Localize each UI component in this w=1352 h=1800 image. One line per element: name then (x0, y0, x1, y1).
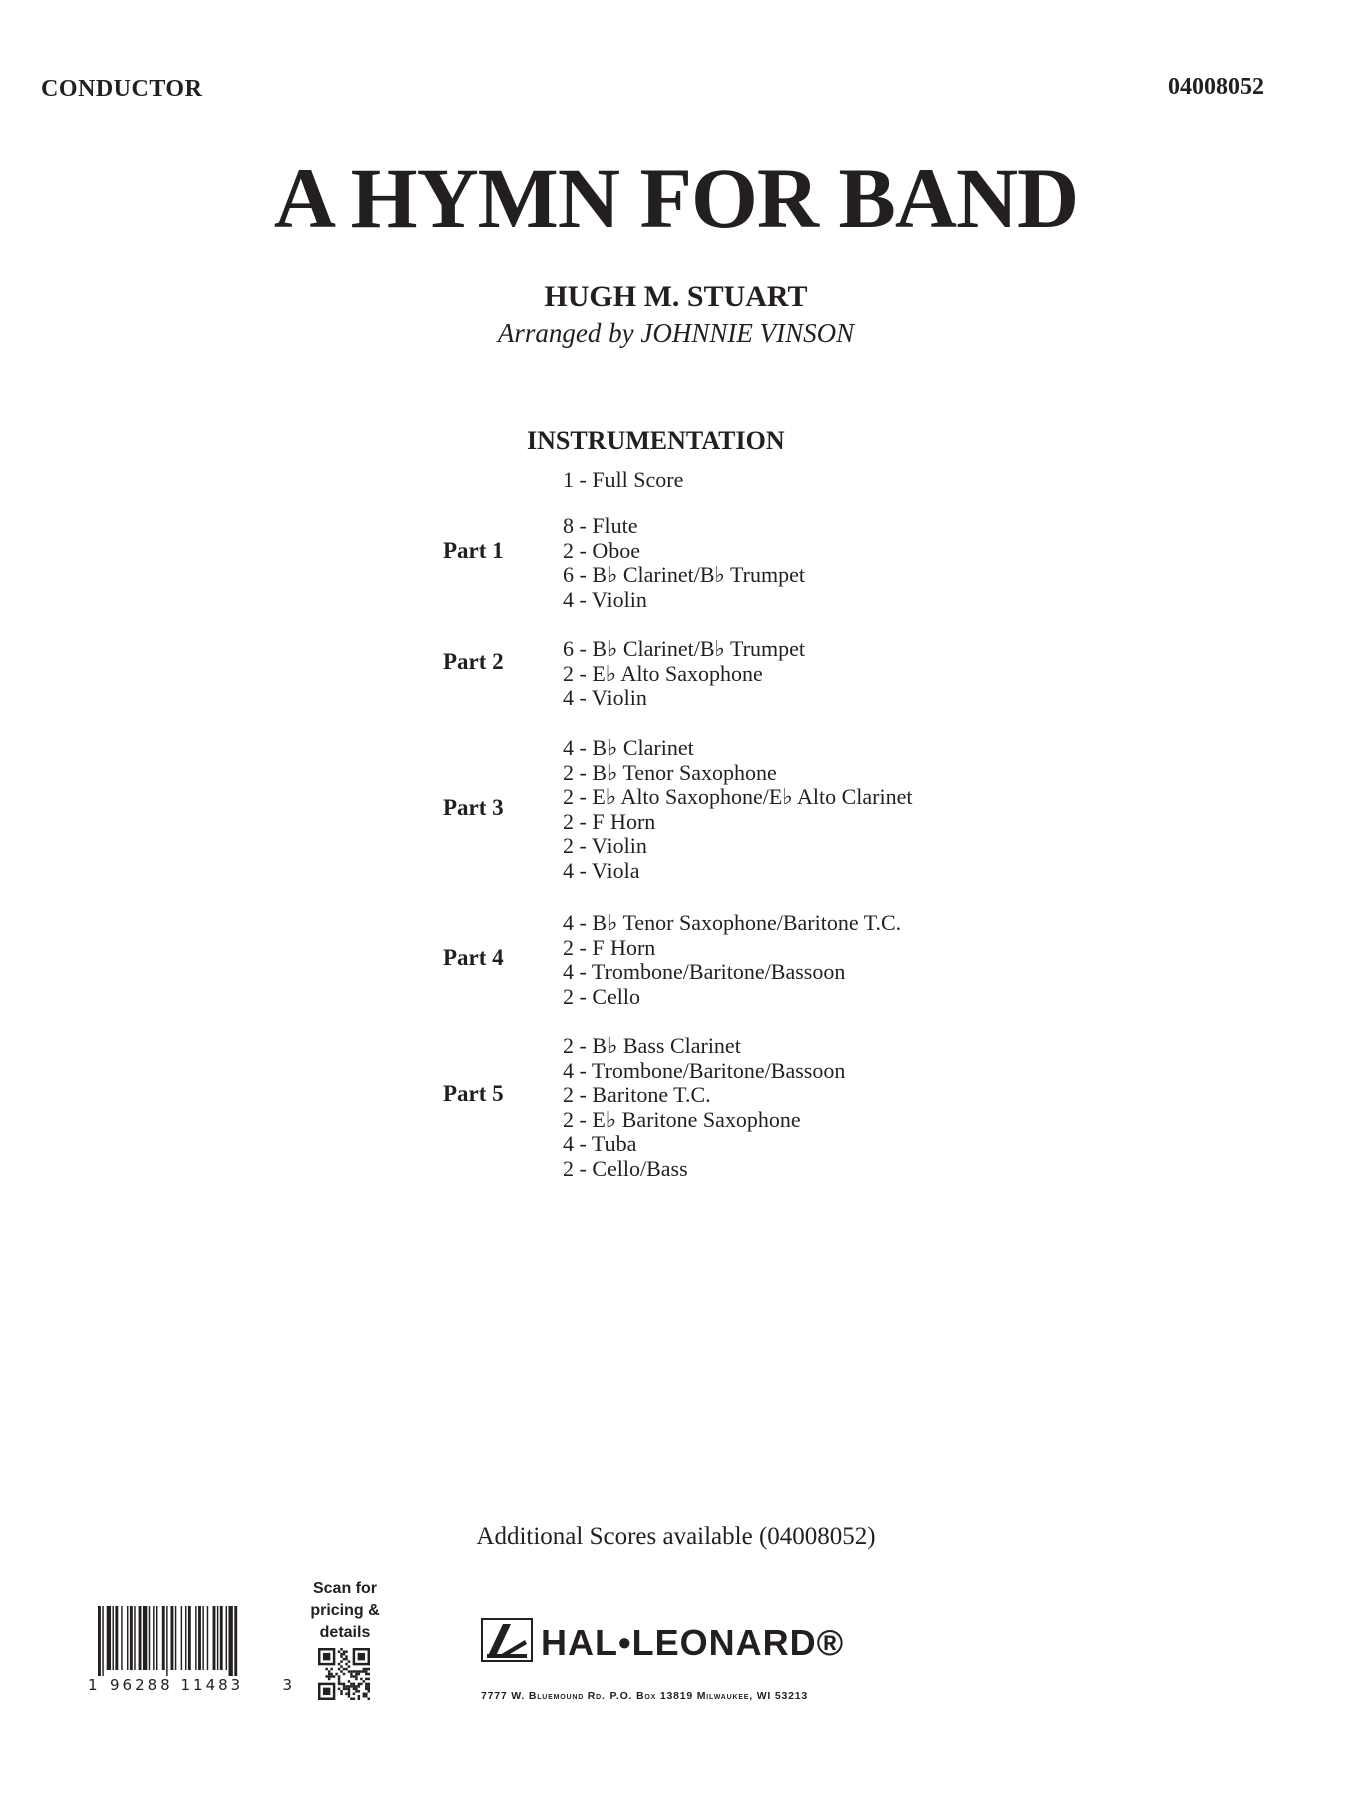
list-item: 8 - Flute (563, 513, 638, 538)
scan-prompt-line: details (319, 1624, 371, 1641)
qr-module (355, 1670, 357, 1672)
part-instrument-list (563, 1034, 845, 1182)
qr-module (365, 1670, 367, 1672)
barcode-bar (171, 1606, 174, 1670)
qr-module (338, 1678, 340, 1680)
qr-module (343, 1653, 345, 1655)
list-item: 2 - F Horn (563, 808, 656, 834)
part-instrument-list (563, 911, 901, 1009)
barcode-bar (143, 1606, 147, 1670)
qr-module (338, 1675, 340, 1677)
qr-module (368, 1685, 370, 1687)
qr-module (338, 1663, 340, 1665)
qr-module (363, 1668, 365, 1670)
qr-module (350, 1683, 352, 1685)
qr-module (350, 1685, 352, 1687)
qr-module (343, 1668, 345, 1670)
qr-module (335, 1673, 337, 1675)
qr-module (350, 1670, 352, 1672)
qr-module (355, 1690, 357, 1692)
barcode-last-digit: 3 (282, 1676, 292, 1694)
qr-module (345, 1688, 347, 1690)
barcode-bar (166, 1606, 167, 1676)
qr-module (358, 1685, 360, 1687)
qr-module (340, 1648, 342, 1650)
scan-prompt (300, 1578, 390, 1644)
list-item: 2 - E♭ Alto Saxophone (563, 660, 763, 686)
barcode-bar (149, 1606, 150, 1670)
qr-module (348, 1695, 350, 1697)
list-item: 4 - Violin (563, 586, 647, 612)
instrumentation-heading: INSTRUMENTATION (527, 426, 785, 455)
qr-module (348, 1670, 350, 1672)
scan-prompt-line: Scan for (312, 1580, 377, 1597)
part-label: Part 5 (443, 1081, 504, 1106)
qr-module (353, 1693, 355, 1695)
qr-module (368, 1673, 370, 1675)
qr-module (363, 1693, 365, 1695)
qr-module (365, 1678, 367, 1680)
part-instrument-list (563, 514, 805, 612)
qr-module (363, 1680, 365, 1682)
qr-module (365, 1668, 367, 1670)
qr-module (325, 1675, 327, 1677)
barcode-bar (188, 1606, 191, 1670)
barcode-bar (127, 1606, 128, 1670)
qr-module (345, 1658, 347, 1660)
qr-module (353, 1675, 355, 1677)
barcode-bar (213, 1606, 216, 1670)
barcode-middle-digits: 96288 11483 (110, 1676, 244, 1694)
barcode-bar (229, 1606, 233, 1676)
list-item: 6 - B♭ Clarinet/B♭ Trumpet (563, 636, 805, 661)
list-item: 4 - Trombone/Baritone/Bassoon (563, 1057, 846, 1083)
barcode-bar (121, 1606, 122, 1670)
barcode-bar (113, 1606, 114, 1670)
arranger-credit: Arranged by JOHNNIE VINSON (497, 318, 855, 348)
qr-module (353, 1670, 355, 1672)
qr-module (365, 1695, 367, 1697)
qr-module (355, 1673, 357, 1675)
qr-module (340, 1670, 342, 1672)
barcode-bar (139, 1606, 142, 1670)
qr-module (330, 1673, 332, 1675)
part-label: Part 2 (443, 649, 504, 674)
barcode-bar (98, 1606, 101, 1676)
qr-module (365, 1683, 367, 1685)
full-score-line: 1 - Full Score (563, 467, 684, 492)
part-label: Part 1 (443, 538, 504, 563)
qr-module (340, 1690, 342, 1692)
list-item: 6 - B♭ Clarinet/B♭ Trumpet (563, 562, 805, 588)
qr-module (348, 1688, 350, 1690)
qr-module (368, 1690, 370, 1692)
qr-module (338, 1688, 340, 1690)
barcode-bar (175, 1606, 176, 1670)
barcode-bar (153, 1606, 154, 1670)
qr-module (330, 1668, 332, 1670)
qr-module (343, 1658, 345, 1660)
qr-module (365, 1688, 367, 1690)
qr-module (338, 1650, 340, 1652)
upc-barcode (88, 1606, 292, 1696)
qr-module (343, 1683, 345, 1685)
publisher-wordmark: HAL•LEONARD® (541, 1622, 845, 1663)
barcode-bar (220, 1606, 223, 1670)
list-item: 2 - Violin (563, 833, 647, 859)
qr-module (360, 1683, 362, 1685)
qr-module (328, 1678, 330, 1680)
qr-module (348, 1690, 350, 1692)
qr-module (348, 1665, 350, 1667)
barcode-number (88, 1676, 292, 1696)
barcode-icon (88, 1606, 292, 1676)
list-item: 2 - B♭ Tenor Saxophone (563, 759, 777, 785)
qr-module (345, 1668, 347, 1670)
qr-module (353, 1688, 355, 1690)
qr-code-icon[interactable] (318, 1648, 370, 1700)
barcode-bar (226, 1606, 227, 1670)
list-item: 2 - E♭ Baritone Saxophone (563, 1106, 801, 1132)
list-item: 2 - Baritone T.C. (563, 1082, 711, 1108)
composer-name: HUGH M. STUART (544, 280, 808, 313)
qr-module (330, 1675, 332, 1677)
qr-module (365, 1693, 367, 1695)
qr-module (343, 1673, 345, 1675)
qr-module (340, 1653, 342, 1655)
qr-module (338, 1668, 340, 1670)
barcode-bar (162, 1606, 165, 1670)
part-instrument-list (563, 736, 913, 884)
scan-prompt-line: pricing & (310, 1602, 380, 1619)
qr-module (360, 1670, 362, 1672)
qr-module (340, 1660, 342, 1662)
barcode-first-digit: 1 (88, 1676, 98, 1694)
list-item: 2 - E♭ Alto Saxophone/E♭ Alto Clarinet (563, 784, 913, 810)
barcode-bar (156, 1606, 157, 1670)
catalog-number: 04008052 (1168, 74, 1264, 100)
qr-module (328, 1675, 330, 1677)
qr-module (340, 1665, 342, 1667)
barcode-bar (115, 1606, 118, 1670)
publisher-address: 7777 W. Bluemound Rd. P.O. Box 13819 Milwaukee, WI 53213 (481, 1690, 809, 1702)
qr-module (355, 1685, 357, 1687)
qr-module (323, 1653, 330, 1660)
list-item: 2 - Cello/Bass (563, 1155, 688, 1181)
qr-module (355, 1675, 357, 1677)
publisher-logo (481, 1618, 871, 1670)
part-instrument-list (563, 637, 805, 711)
qr-module (363, 1695, 365, 1697)
barcode-bar (134, 1606, 135, 1670)
additional-scores-note: Additional Scores available (04008052) (476, 1523, 876, 1550)
qr-module (338, 1683, 340, 1685)
qr-module (328, 1673, 330, 1675)
barcode-bar (195, 1606, 196, 1670)
qr-module (340, 1683, 342, 1685)
list-item: 4 - Viola (563, 857, 640, 883)
barcode-bar (217, 1606, 218, 1670)
qr-module (333, 1675, 335, 1677)
list-item: 4 - B♭ Clarinet (563, 735, 694, 760)
qr-module (358, 1670, 360, 1672)
list-item: 2 - B♭ Bass Clarinet (563, 1033, 741, 1058)
qr-module (368, 1698, 370, 1700)
barcode-bar (185, 1606, 186, 1670)
barcode-bar (198, 1606, 201, 1670)
barcode-bar (202, 1606, 203, 1670)
qr-module (350, 1675, 352, 1677)
qr-module (355, 1678, 357, 1680)
list-item: 2 - Oboe (563, 537, 640, 563)
qr-module (355, 1688, 357, 1690)
qr-module (345, 1693, 347, 1695)
hal-leonard-emblem-icon (481, 1618, 533, 1662)
qr-module (343, 1685, 345, 1687)
qr-module (368, 1678, 370, 1680)
qr-module (365, 1673, 367, 1675)
list-item: 4 - B♭ Tenor Saxophone/Baritone T.C. (563, 910, 902, 935)
qr-module (353, 1685, 355, 1687)
qr-module (360, 1678, 362, 1680)
list-item: 4 - Tuba (563, 1131, 637, 1157)
qr-module (368, 1683, 370, 1685)
qr-module (363, 1670, 365, 1672)
qr-module (345, 1650, 347, 1652)
part-label: Part 3 (443, 795, 504, 820)
barcode-bar (102, 1606, 103, 1676)
qr-module (343, 1650, 345, 1652)
qr-module (353, 1698, 355, 1700)
qr-module (345, 1655, 347, 1657)
qr-module (358, 1698, 360, 1700)
qr-module (358, 1695, 360, 1697)
barcode-bar (130, 1606, 133, 1670)
qr-module (353, 1683, 355, 1685)
edition-label: CONDUCTOR (41, 76, 203, 102)
qr-module (348, 1680, 350, 1682)
list-item: 4 - Trombone/Baritone/Bassoon (563, 959, 846, 985)
list-item: 2 - F Horn (563, 934, 656, 960)
barcode-bar (207, 1606, 208, 1670)
qr-module (348, 1693, 350, 1695)
qr-module (368, 1668, 370, 1670)
qr-module (345, 1663, 347, 1665)
qr-module (345, 1685, 347, 1687)
qr-module (323, 1688, 330, 1695)
page-title: A HYMN FOR BAND (273, 150, 1079, 246)
list-item: 4 - Violin (563, 685, 647, 711)
qr-module (343, 1688, 345, 1690)
qr-module (358, 1683, 360, 1685)
barcode-bar (234, 1606, 237, 1676)
qr-module (338, 1680, 340, 1682)
qr-module (350, 1673, 352, 1675)
qr-module (328, 1670, 330, 1672)
qr-module (368, 1688, 370, 1690)
barcode-bar (107, 1606, 111, 1670)
qr-module (348, 1685, 350, 1687)
qr-module (340, 1655, 342, 1657)
qr-module (358, 1690, 360, 1692)
qr-module (340, 1693, 342, 1695)
barcode-bar (181, 1606, 182, 1670)
list-item: 2 - Cello (563, 983, 640, 1009)
part-label: Part 4 (443, 945, 504, 970)
qr-module (365, 1685, 367, 1687)
qr-module (358, 1653, 365, 1660)
qr-module (325, 1668, 327, 1670)
qr-module (350, 1698, 352, 1700)
qr-module (348, 1660, 350, 1662)
qr-module (358, 1673, 360, 1675)
